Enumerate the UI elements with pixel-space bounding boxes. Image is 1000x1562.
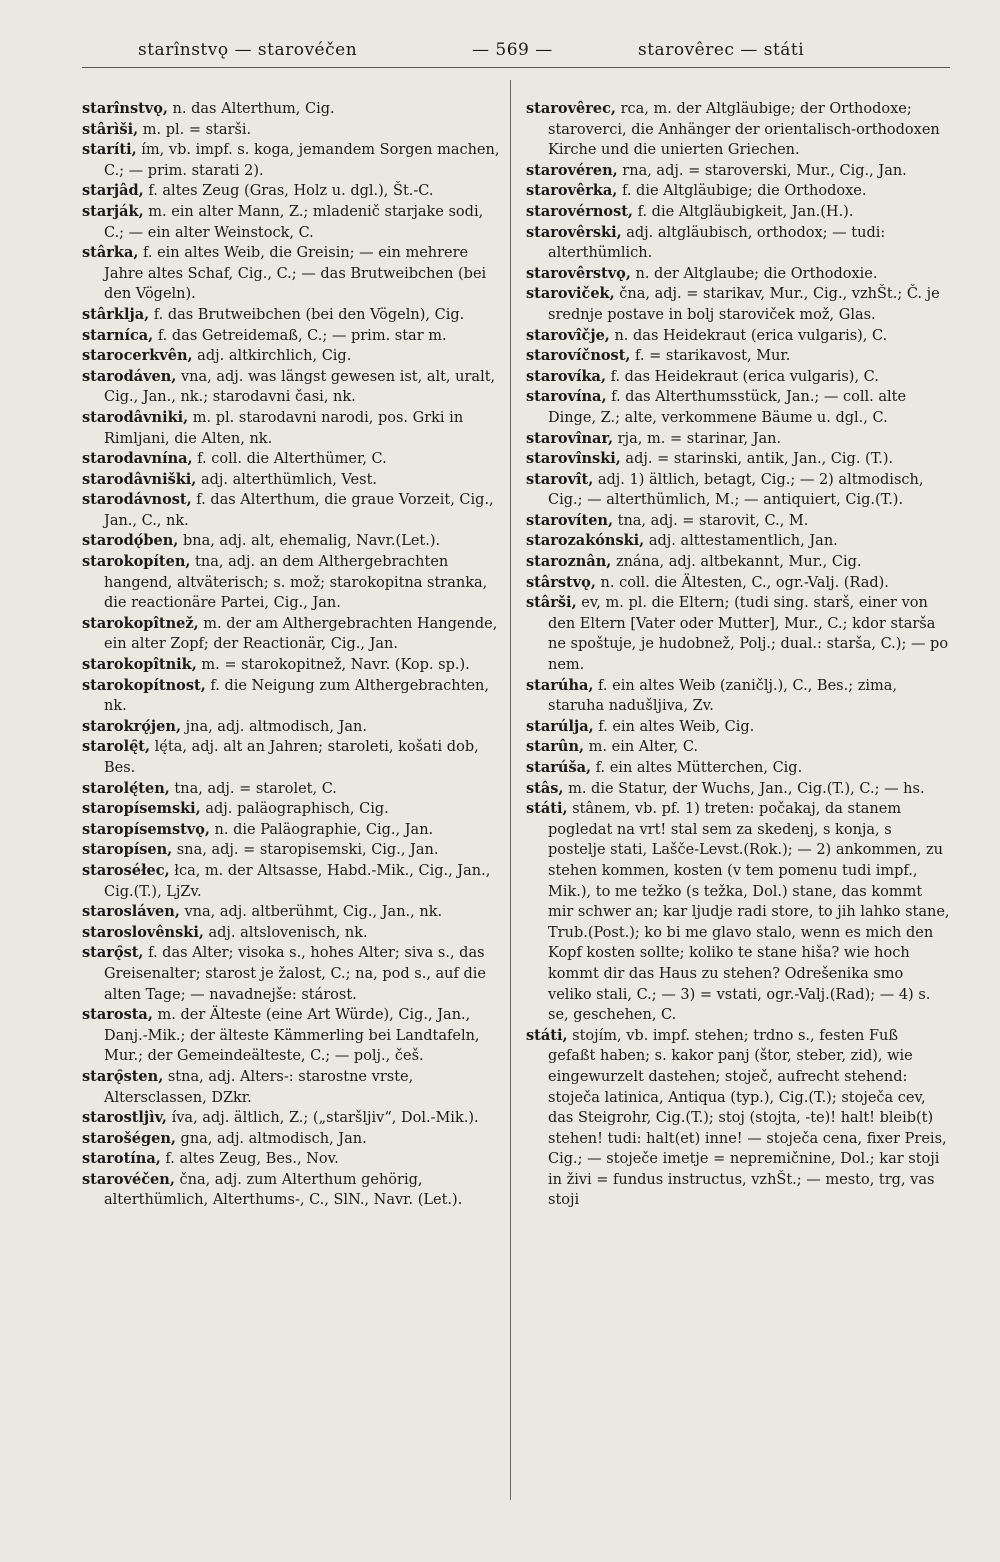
entry-headword: starovêrski, [526,223,622,241]
entry-headword: starúha, [526,676,594,694]
entry-definition: m. pl. = starši. [138,121,252,138]
dictionary-entry [82,861,506,902]
dictionary-entry [82,531,506,552]
entry-definition: f. das Alter; visoka s., hohes Alter; siva s., das Greisenalter; starost je žalost, C.; na, pod s., auf die alten Tage; — navadnejše: stárost. [104,945,486,1003]
entry-definition: adj. paläographisch, Cig. [200,801,389,818]
entry-definition: f. ein altes Weib (zaničlj.), C., Bes.; zima, staruha nadušljiva, Zv. [548,677,897,715]
dictionary-entry [526,779,950,800]
entry-headword: starokopîtnež, [82,614,199,632]
entry-headword: starolę́ten, [82,779,170,797]
entry-definition: f. das Alterthum, die graue Vorzeit, Cig., Jan., C., nk. [104,492,494,529]
entry-headword: stârstvǫ, [526,573,596,591]
entry-definition: n. der Altglaube; die Orthodoxie. [630,265,878,282]
entry-definition: f. ein altes Mütterchen, Cig. [591,760,803,776]
entry-definition: f. das Getreidemaß, C.; — prim. star m. [153,327,447,344]
entry-headword: staropísen, [82,841,173,859]
entry-definition: rja, m. = starinar, Jan. [613,430,782,447]
entry-definition: adj. alterthümlich, Vest. [196,471,378,488]
entry-definition: f. ein altes Weib, Cig. [593,718,755,735]
entry-definition: m. die Statur, der Wuchs, Jan., Cig.(T.), C.; — hs. [563,780,925,797]
entry-definition: f. = starikavost, Mur. [630,348,791,365]
dictionary-entry [82,614,506,655]
entry-headword: starodavnína, [82,450,193,468]
right-column [526,99,950,1211]
entry-headword: stârìši, [82,120,139,138]
entry-definition: n. coll. die Ältesten, C., ogr.-Valj. (Rad). [595,574,889,591]
entry-definition: m. der Älteste (eine Art Würde), Cig., Jan., Danj.-Mik.; der älteste Kämmerling bei Landtafeln, Mur.; der Gemeindeälteste, C.; — polj., češ. [104,1007,480,1065]
entry-headword: starokopíten, [82,553,191,571]
entry-headword: starosta, [82,1006,153,1024]
entry-headword: starokopítnost, [82,676,206,694]
dictionary-entry [82,1005,506,1067]
entry-definition: čna, adj. = starikav, Mur., Cig., vzhŠt.; Č. je srednje postave in bolj staroviček mož, Glas. [548,286,940,323]
entry-definition: ím, vb. impf. s. koga, jemandem Sorgen machen, C.; — prim. starati 2). [104,142,500,179]
running-head-right: starovêrec — státi [638,40,805,60]
entry-headword: starokrǫ́jen, [82,717,181,735]
entry-headword: starocerkvên, [82,347,193,365]
entry-definition: f. coll. die Alterthümer, C. [192,451,387,468]
entry-headword: starovêrka, [526,182,618,200]
entry-definition: m. ein alter Mann, Z.; mladenič starjake sodi, C.; — ein alter Weinstock, C. [104,203,484,241]
entry-headword: starošégen, [82,1129,176,1147]
dictionary-entry [526,346,950,367]
entry-definition: f. die Altgläubige; die Orthodoxe. [617,183,867,200]
dictionary-entry [82,1108,506,1129]
dictionary-entry [82,737,506,778]
entry-definition: stânem, vb. pf. 1) treten: počakaj, da stanem pogledat na vrt! stal sem za skedenj, s konja, s postelje stati, Lašče-Levst.(Rok.); — 2) ankommen, zu stehen kommen, kosten (v tem pomenu tudi impf., Mik.), to me težko (s težka, Dol.) stane, das kommt mir schwer an; kar ljudje radi store, to jih lahko stane, Trub.(Post.); ko bi me glavo stalo, wenn es mich den Kopf kosten sollte; koliko te stane hiša? wie hoch kommt dir das Haus zu stehen? Odrešenika smo veliko stali, C.; — 3) = vstati, ogr.-Valj.(Rad); — 4) s. se, geschehen, C. [548,801,950,1024]
entry-definition: adj. = starinski, antik, Jan., Cig. (T.). [620,451,894,468]
dictionary-entry [526,99,950,161]
dictionary-entry [526,717,950,738]
entry-headword: staroznân, [526,553,612,571]
dictionary-entry [526,449,950,470]
entry-headword: starǫ̑sten, [82,1067,164,1085]
dictionary-entry [82,840,506,861]
entry-definition: vna, adj. was längst gewesen ist, alt, uralt, Cig., Jan., nk.; starodavni časi, nk. [104,368,496,406]
left-column [82,99,506,1211]
entry-definition: f. die Neigung zum Althergebrachten, nk. [104,677,489,715]
entry-headword: stârklja, [82,305,150,323]
entry-definition: f. das Brutweibchen (bei den Vögeln), Cig. [149,306,465,323]
dictionary-entry [82,1149,506,1170]
entry-definition: f. ein altes Weib, die Greisin; — ein mehrere Jahre altes Schaf, Cig., C.; — das Brutweibchen (bei den Vögeln). [104,245,487,303]
entry-definition: n. das Heidekraut (erica vulgaris), C. [609,327,888,344]
dictionary-entry [526,1026,950,1211]
dictionary-entry [82,799,506,820]
column-divider [510,80,511,1500]
entry-definition: čna, adj. zum Alterthum gehörig, alterthümlich, Alterthums-, C., SlN., Navr. (Let.). [104,1171,463,1209]
dictionary-entry [526,223,950,264]
entry-headword: starovína, [526,388,607,406]
entry-definition: vna, adj. altberühmt, Cig., Jan., nk. [179,904,443,921]
dictionary-entry [82,655,506,676]
dictionary-entry [526,202,950,223]
dictionary-entry [526,511,950,532]
dictionary-entry [526,429,950,450]
dictionary-entry [82,120,506,141]
entry-definition: f. das Alterthumsstück, Jan.; — coll. alte Dinge, Z.; alte, verkommene Bäume u. dgl., C. [548,389,907,426]
entry-definition: bna, adj. alt, ehemalig, Navr.(Let.). [178,533,441,550]
dictionary-entry [82,923,506,944]
dictionary-entry [82,140,506,181]
entry-definition: znána, adj. altbekannt, Mur., Cig. [611,554,862,571]
entry-definition: adj. alttestamentlich, Jan. [644,533,838,550]
running-head-left: starînstvǫ — starovéčen [138,40,358,60]
entry-headword: stârka, [82,244,139,262]
dictionary-entry [82,99,506,120]
dictionary-entry [526,264,950,285]
dictionary-entry [82,490,506,531]
entry-definition: m. = starokopitnež, Navr. (Kop. sp.). [196,657,470,674]
dictionary-entry [82,552,506,614]
entry-definition: stojím, vb. impf. stehen; trdno s., festen Fuß gefaßt haben; s. kakor panj (štor, steber, zid), wie eingewurzelt dastehen; stoječ, aufrecht stehend: stoječa latinica, Antiqua (typ.), Cig.(T.); stoječa cev, das Steigrohr, Cig.(T.); stoj (stojta, -te)! halt! bleib(t) stehen! tudi: halt(et) inne! — stoječa cena, fixer Preis, Cig.; — stoječe imetje = nepremičnine, Dol.; kar stoji in živi = fundus instructus, vzhŠt.; — mesto, trg, vas stoji [548,1027,947,1209]
entry-headword: staropísemski, [82,800,201,818]
entry-headword: starosláven, [82,903,180,921]
entry-headword: starodǫ́ben, [82,532,179,550]
entry-definition: f. altes Zeug (Gras, Holz u. dgl.), Št.-C. [143,183,434,200]
entry-headword: starûn, [526,738,585,756]
entry-definition: m. ein Alter, C. [584,739,699,756]
dictionary-entry [526,676,950,717]
entry-headword: starodâvniki, [82,408,189,426]
entry-definition: f. das Heidekraut (erica vulgaris), C. [606,368,879,385]
entry-definition: rca, m. der Altgläubige; der Orthodoxe; staroverci, die Anhänger der orientalisch-orthodoxen Kirche und die unierten Griechen. [548,101,940,159]
entry-headword: staropísemstvǫ, [82,820,210,838]
dictionary-entry [526,737,950,758]
dictionary-entry [82,902,506,923]
dictionary-entry [82,449,506,470]
entry-headword: starovíčnost, [526,347,631,365]
dictionary-entry [82,181,506,202]
entry-definition: m. pl. starodavni narodi, pos. Grki in Rimljani, die Alten, nk. [104,409,464,447]
header-rule [82,67,950,68]
entry-headword: starníca, [82,326,154,344]
entry-definition: stna, adj. Alters-: starostne vrste, Altersclassen, DZkr. [104,1068,414,1106]
dictionary-entry [82,202,506,243]
entry-definition: adj. altgläubisch, orthodox; — tudi: alterthümlich. [548,224,886,262]
dictionary-entry [526,470,950,511]
entry-definition: m. der am Althergebrachten Hangende, ein alter Zopf; der Reactionär, Cig., Jan. [104,615,498,653]
entry-headword: starǫ̑st, [82,944,144,962]
entry-headword: starodávnost, [82,491,192,509]
entry-definition: adj. 1) ältlich, betagt, Cig.; — 2) altmodisch, Cig.; — alterthümlich, M.; — antiquiert, Cig.(T.). [548,471,924,509]
dictionary-entry [526,387,950,428]
dictionary-entry [82,779,506,800]
entry-headword: starják, [82,202,144,220]
dictionary-entry [526,593,950,675]
entry-headword: starjâd, [82,182,144,200]
entry-headword: starovêrec, [526,100,616,117]
entry-headword: starovíka, [526,367,606,385]
dictionary-entry [526,326,950,347]
dictionary-entry [526,573,950,594]
entry-definition: tna, adj. an dem Althergebrachten hangend, altväterisch; s. mož; starokopitna stranka, die reactionäre Partei, Cig., Jan. [104,554,488,612]
entry-headword: stâs, [526,779,564,797]
dictionary-entry [526,758,950,779]
dictionary-entry [82,1129,506,1150]
entry-headword: starozakónski, [526,532,645,550]
entry-definition: n. das Alterthum, Cig. [167,101,335,117]
entry-definition: adj. altkirchlich, Cig. [192,348,352,365]
entry-definition: adj. altslovenisch, nk. [203,924,368,941]
entry-definition: sna, adj. = staropisemski, Cig., Jan. [172,842,439,859]
dictionary-entry [82,243,506,305]
entry-headword: starovît, [526,470,594,488]
entry-headword: starovérnost, [526,202,633,220]
entry-definition: ev, m. pl. die Eltern; (tudi sing. starš, einer von den Eltern [Vater oder Mutter], Mur., C.; kdor starša ne spoštuje, je hudobnež, Polj.; dual.: starša, C.); — po nem. [548,595,949,674]
entry-headword: starovîčje, [526,326,610,344]
dictionary-entry [82,326,506,347]
entry-definition: jna, adj. altmodisch, Jan. [181,718,367,735]
entry-headword: starúša, [526,759,592,776]
dictionary-entry [82,676,506,717]
dictionary-entry [82,367,506,408]
entry-headword: starovéren, [526,161,618,179]
entry-headword: starodâvniški, [82,470,197,488]
entry-definition: f. die Altgläubigkeit, Jan.(H.). [632,203,854,220]
page-number: — 569 — [472,40,553,60]
entry-definition: tna, adj. = starolet, C. [169,780,337,797]
entry-headword: starostljìv, [82,1109,167,1127]
entry-definition: łca, m. der Altsasse, Habd.-Mik., Cig., Jan., Cig.(T.), LjZv. [104,862,491,900]
entry-headword: stârši, [526,594,577,612]
dictionary-entry [82,820,506,841]
entry-definition: íva, adj. ältlich, Z.; („staršljiv“, Dol.-Mik.). [166,1110,479,1127]
entry-definition: tna, adj. = starovit, C., M. [613,512,809,529]
dictionary-entry [526,161,950,182]
dictionary-entry [82,346,506,367]
entry-headword: starolę̑t, [82,738,151,756]
dictionary-entry [82,470,506,491]
entry-headword: staroséłec, [82,861,170,879]
entry-headword: staroviček, [526,285,615,303]
entry-headword: starovíten, [526,511,614,529]
entry-headword: starovéčen, [82,1170,175,1188]
dictionary-entry [526,552,950,573]
entry-definition: rna, adj. = staroverski, Mur., Cig., Jan. [617,162,907,179]
dictionary-entry [82,305,506,326]
dictionary-entry [526,284,950,325]
entry-headword: starotína, [82,1150,161,1168]
entry-headword: státi, [526,1026,568,1044]
entry-headword: starînstvǫ, [82,100,168,117]
entry-headword: staríti, [82,141,137,159]
entry-headword: staroslovênski, [82,923,204,941]
dictionary-entry [82,1067,506,1108]
dictionary-entry [82,943,506,1005]
dictionary-entry [82,717,506,738]
entry-headword: starovînar, [526,429,614,447]
dictionary-entry [82,1170,506,1211]
entry-headword: starodáven, [82,367,177,385]
entry-definition: f. altes Zeug, Bes., Nov. [160,1151,339,1168]
dictionary-entry [526,799,950,1026]
entry-headword: starúlja, [526,717,594,735]
entry-headword: starovînski, [526,450,621,468]
entry-definition: n. die Paläographie, Cig., Jan. [209,821,434,838]
entry-definition: gna, adj. altmodisch, Jan. [175,1130,367,1147]
dictionary-entry [526,367,950,388]
dictionary-entry [526,181,950,202]
entry-headword: starovêrstvǫ, [526,264,631,282]
entry-headword: starokopîtnik, [82,656,197,674]
entry-definition: lę́ta, adj. alt an Jahren; staroleti, košati dob, Bes. [104,739,479,776]
dictionary-entry [526,531,950,552]
entry-headword: státi, [526,800,568,818]
dictionary-entry [82,408,506,449]
